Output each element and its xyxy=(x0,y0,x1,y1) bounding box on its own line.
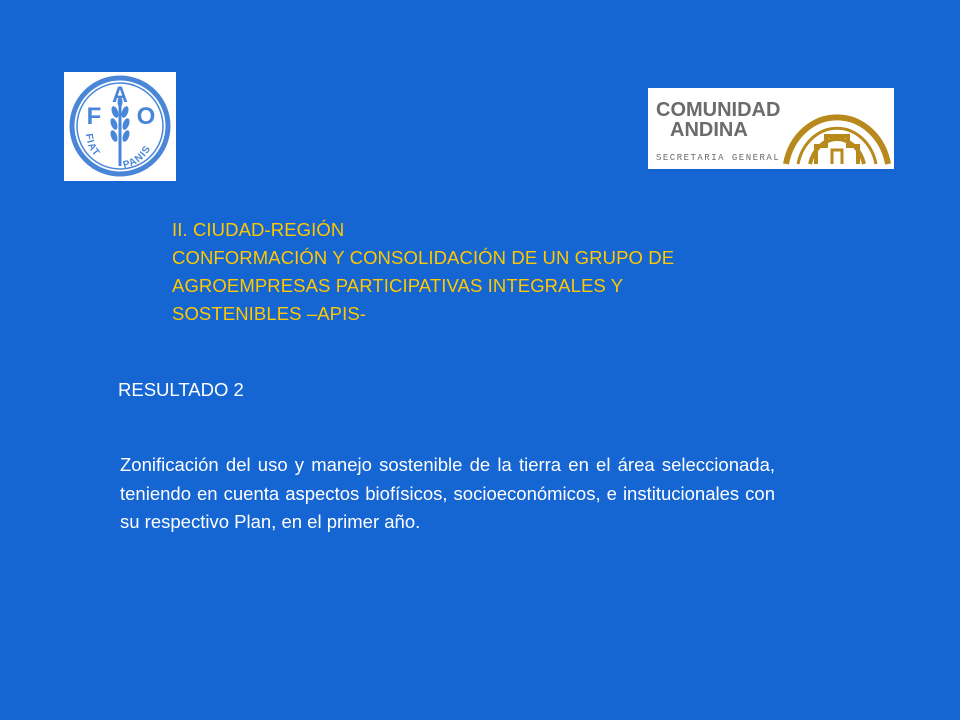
title-line-4: SOSTENIBLES –APIS- xyxy=(172,303,367,324)
fao-letter-a: A xyxy=(112,82,128,107)
title-line-2: CONFORMACIÓN Y CONSOLIDACIÓN DE UN GRUPO DE xyxy=(172,247,675,268)
fao-emblem-icon xyxy=(64,72,176,181)
comunidad-andina-logo xyxy=(648,88,894,169)
comunidad-andina-emblem-icon xyxy=(648,88,894,169)
resultado-label: RESULTADO 2 xyxy=(118,379,244,400)
fao-motto-left: FIAT xyxy=(82,132,102,159)
can-line2: ANDINA xyxy=(670,119,748,141)
title-line-1: II. CIUDAD-REGIÓN xyxy=(172,219,345,240)
fao-letter-f: F xyxy=(86,103,102,130)
title-line-3: AGROEMPRESAS PARTICIPATIVAS INTEGRALES Y xyxy=(172,275,624,296)
can-line3: SECRETARIA GENERAL xyxy=(656,153,781,163)
resultado-description: Zonificación del uso y manejo sostenible de la tierra en el área seleccionada, teniendo en cuenta aspectos biofísicos, socioeconómicos, e institucionales con su respectivo Plan, en el primer año. xyxy=(120,454,775,532)
fao-letter-o: O xyxy=(136,103,156,130)
fao-motto-right: PANIS xyxy=(121,143,154,172)
fao-logo xyxy=(64,72,176,181)
svg-text:FIAT xyxy=(83,133,102,159)
section-title xyxy=(172,216,832,328)
can-line1: COMUNIDAD xyxy=(656,99,781,121)
